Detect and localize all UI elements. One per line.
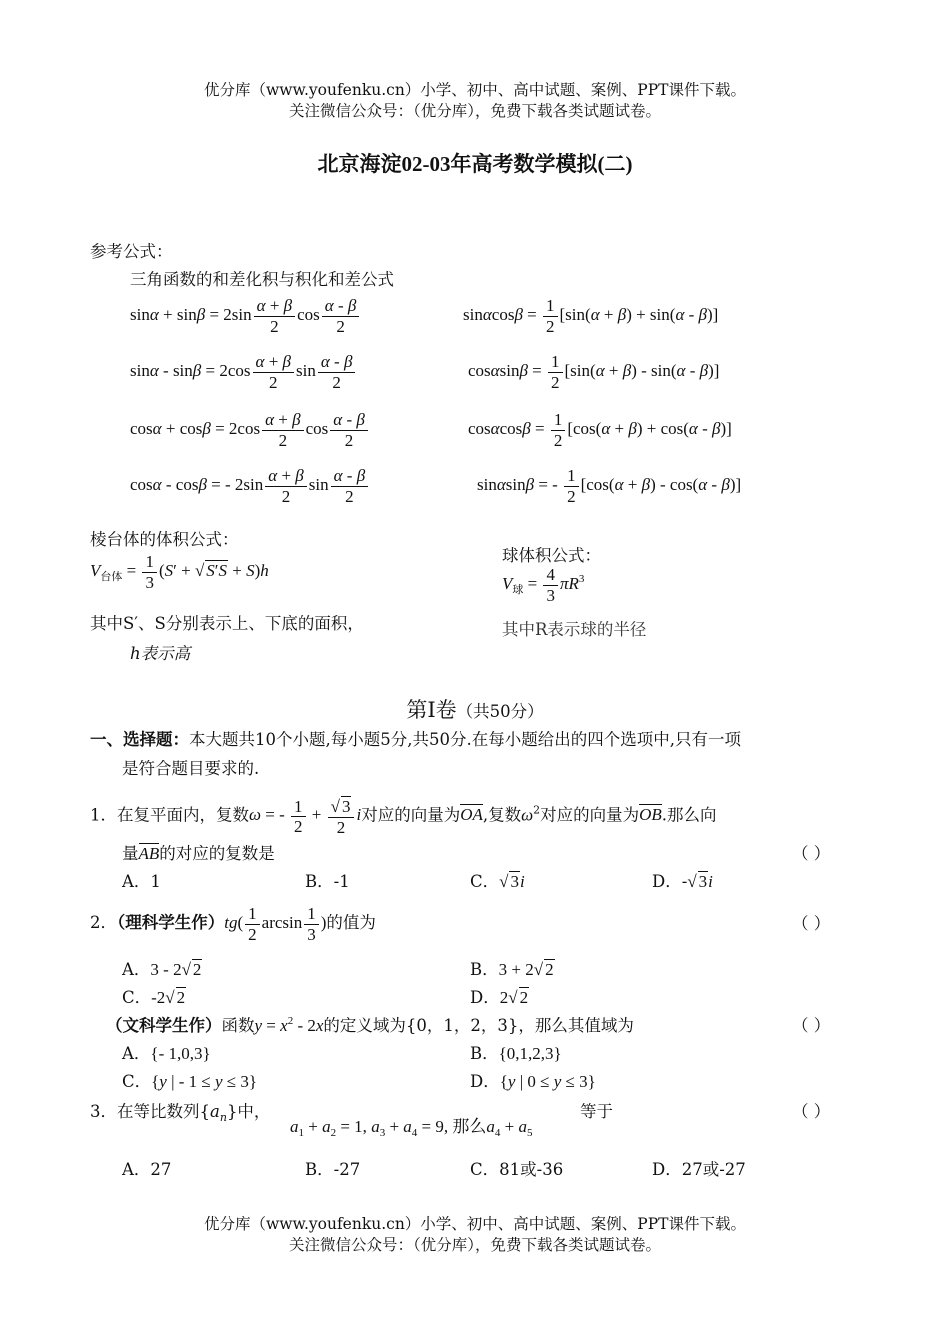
q2-alt-stem-a: 函数 [221, 1016, 255, 1035]
formula-prod-sincos: sinαcosβ = $\frac{1}{2}$ [sin(α + β) + sin(α - β)] [463, 296, 719, 336]
formula-diff-cos: cosα - cosβ = - 2sin $\frac{\alpha + \beta}{2}$ sin $\frac{\alpha - \beta}{2}$ [130, 466, 370, 506]
q1-option-c: C．√ 3i [470, 872, 525, 891]
q2-option-a: A．3 - 2√ 2 [122, 960, 202, 979]
q1-stem-g: 的对应的复数是 [159, 844, 275, 863]
part1-desc: 本大题共10个小题,每小题5分,共50分.在每小题给出的四个选项中,只有一项 [189, 730, 741, 749]
sphere-formula: $V_球$ = $\frac{4}{3}$ $\pi R^3$ [502, 565, 585, 605]
q1-option-b: B．-1 [305, 872, 350, 891]
page-title: 北京海淀02-03年高考数学模拟(二) [317, 152, 633, 176]
part1-label: 一、选择题： [90, 730, 189, 749]
q1-stem-c: ,复数 [482, 805, 522, 825]
q2-option-b: B．3 + 2√ 2 [470, 960, 554, 979]
q3-answer-bracket: （ ） [792, 1102, 831, 1121]
frustum-formula: $V_{台体}$ = $\frac{1}{3}$ (S′ + √ S′S + S)h [90, 552, 269, 592]
question-1-line-1: 1．在复平面内，复数ω = - $\frac{1}{2}$ + $\frac{√ 3}{2}$ i对应的向量为OA,复数$\omega^2$对应的向量为OB.那么向 [90, 796, 717, 837]
footer-line-1: 优分库（www.youfenku.cn）小学、初中、高中试题、案例、PPT课件下载。 [203, 1215, 747, 1233]
footer-line-2: 关注微信公众号：（优分库），免费下载各类试题试卷。 [288, 1236, 661, 1254]
q3-option-b: B．-27 [305, 1160, 361, 1179]
formula-diff-sin: sinα - sinβ = 2cos $\frac{\alpha + \beta}{2}$ sin $\frac{\alpha - \beta}{2}$ [130, 352, 357, 392]
formula-sum-cos: cosα + cosβ = 2cos $\frac{\alpha + \beta}{2}$ cos $\frac{\alpha - \beta}{2}$ [130, 410, 370, 450]
q2-alt-option-d: D．{y | 0 ≤ y ≤ 3} [470, 1072, 596, 1091]
q1-num: 1． [90, 805, 117, 825]
formula-prod-cossin: cosαsinβ = $\frac{1}{2}$ [sin(α + β) - sin(α - β)] [468, 352, 720, 392]
q3-option-c: C．81或-36 [470, 1160, 564, 1179]
q3-option-a: A．27 [122, 1160, 172, 1179]
frustum-note-2: h表示高 [130, 644, 191, 663]
question-2-alt-line: （文科学生作）函数$y = x^2 - 2x$的定义域为{0，1，2，3}，那么其值域为 [106, 1015, 634, 1035]
part1-line-2: 是符合题目要求的. [122, 759, 260, 778]
q2-num: 2． [90, 912, 117, 932]
vector-oa: OA [460, 805, 483, 825]
q1-answer-bracket: （ ） [792, 844, 831, 863]
header-line-1: 优分库（www.youfenku.cn）小学、初中、高中试题、案例、PPT课件下载。 [203, 81, 747, 99]
q2-alt-tag: （文科学生作） [106, 1016, 222, 1035]
header-line-2: 关注微信公众号：（优分库），免费下载各类试题试卷。 [288, 102, 661, 120]
vector-ab: AB [138, 844, 160, 863]
q2-option-d: D．2√ 2 [470, 988, 529, 1007]
section-heading [0, 694, 950, 724]
q2-alt-option-c: C．{y | - 1 ≤ y ≤ 3} [122, 1072, 258, 1091]
q1-stem-b: 对应的向量为 [361, 805, 461, 825]
q3-stem-sub: n [219, 1111, 227, 1124]
frustum-heading: 棱台体的体积公式： [90, 530, 239, 549]
q1-stem-d: 对应的向量为 [540, 805, 640, 825]
q2-option-c: C．-2√ 2 [122, 988, 186, 1007]
formula-sum-sin: sinα + sinβ = 2sin $\frac{\alpha + \beta}{2}$ cos $\frac{\alpha - \beta}{2}$ [130, 296, 361, 336]
q2-alt-option-a: A．{- 1,0,3} [122, 1044, 211, 1063]
part1-line-1 [90, 726, 741, 750]
q1-stem-f: 量 [122, 844, 139, 863]
vector-ob: OB [639, 805, 662, 825]
q2-alt-option-b: B．{0,1,2,3} [470, 1044, 562, 1063]
q1-option-a: A．1 [122, 872, 161, 891]
q2-alt-stem-b: 的定义域为{0，1，2，3}，那么其值域为 [323, 1016, 634, 1035]
q2-stem-end: 的值为 [326, 912, 376, 932]
q3-stem-a: 在等比数列{ [117, 1102, 210, 1121]
frustum-note-1: 其中S′、S分别表示上、下底的面积， [90, 614, 364, 633]
q1-option-d: D．-√ 3i [652, 872, 713, 891]
sphere-note: 其中R表示球的半径 [502, 620, 647, 639]
q1-stem-e: .那么向 [661, 805, 717, 825]
question-3-line-1 [90, 1098, 270, 1124]
q3-num: 3． [90, 1102, 117, 1121]
formulas-label: 参考公式： [90, 242, 173, 261]
q3-stem-var: a [210, 1102, 220, 1121]
section-title: 第Ⅰ卷 [406, 698, 457, 722]
q2-tag: （理科学生作） [117, 912, 225, 932]
question-1-line-2 [122, 840, 275, 864]
trig-heading: 三角函数的和差化积与积化和差公式 [130, 270, 394, 289]
q3-option-d: D．27或-27 [652, 1160, 746, 1179]
q3-condition: $a_1 + a_2 = 1$, $a_3 + a_4 = 9$, 那么$a_4 + a_5$ [290, 1117, 533, 1139]
q2-alt-answer-bracket: （ ） [792, 1016, 831, 1035]
section-points: （共50分） [456, 702, 544, 721]
q2-answer-bracket: （ ） [792, 914, 831, 933]
formula-prod-coscos: cosαcosβ = $\frac{1}{2}$ [cos(α + β) + cos(α - β)] [468, 410, 732, 450]
sphere-heading: 球体积公式： [502, 546, 601, 565]
q1-stem-a: 在复平面内，复数 [117, 805, 249, 825]
q3-stem-b: }中， [226, 1102, 271, 1121]
q3-stem-c: 等于 [580, 1102, 613, 1121]
question-2-line-1: 2．（理科学生作）tg( $\frac{1}{2}$ arcsin $\frac{1}{3}$ )的值为 [90, 904, 376, 944]
formula-prod-sinsin: sinαsinβ = - $\frac{1}{2}$ [cos(α + β) - cos(α - β)] [477, 466, 742, 506]
